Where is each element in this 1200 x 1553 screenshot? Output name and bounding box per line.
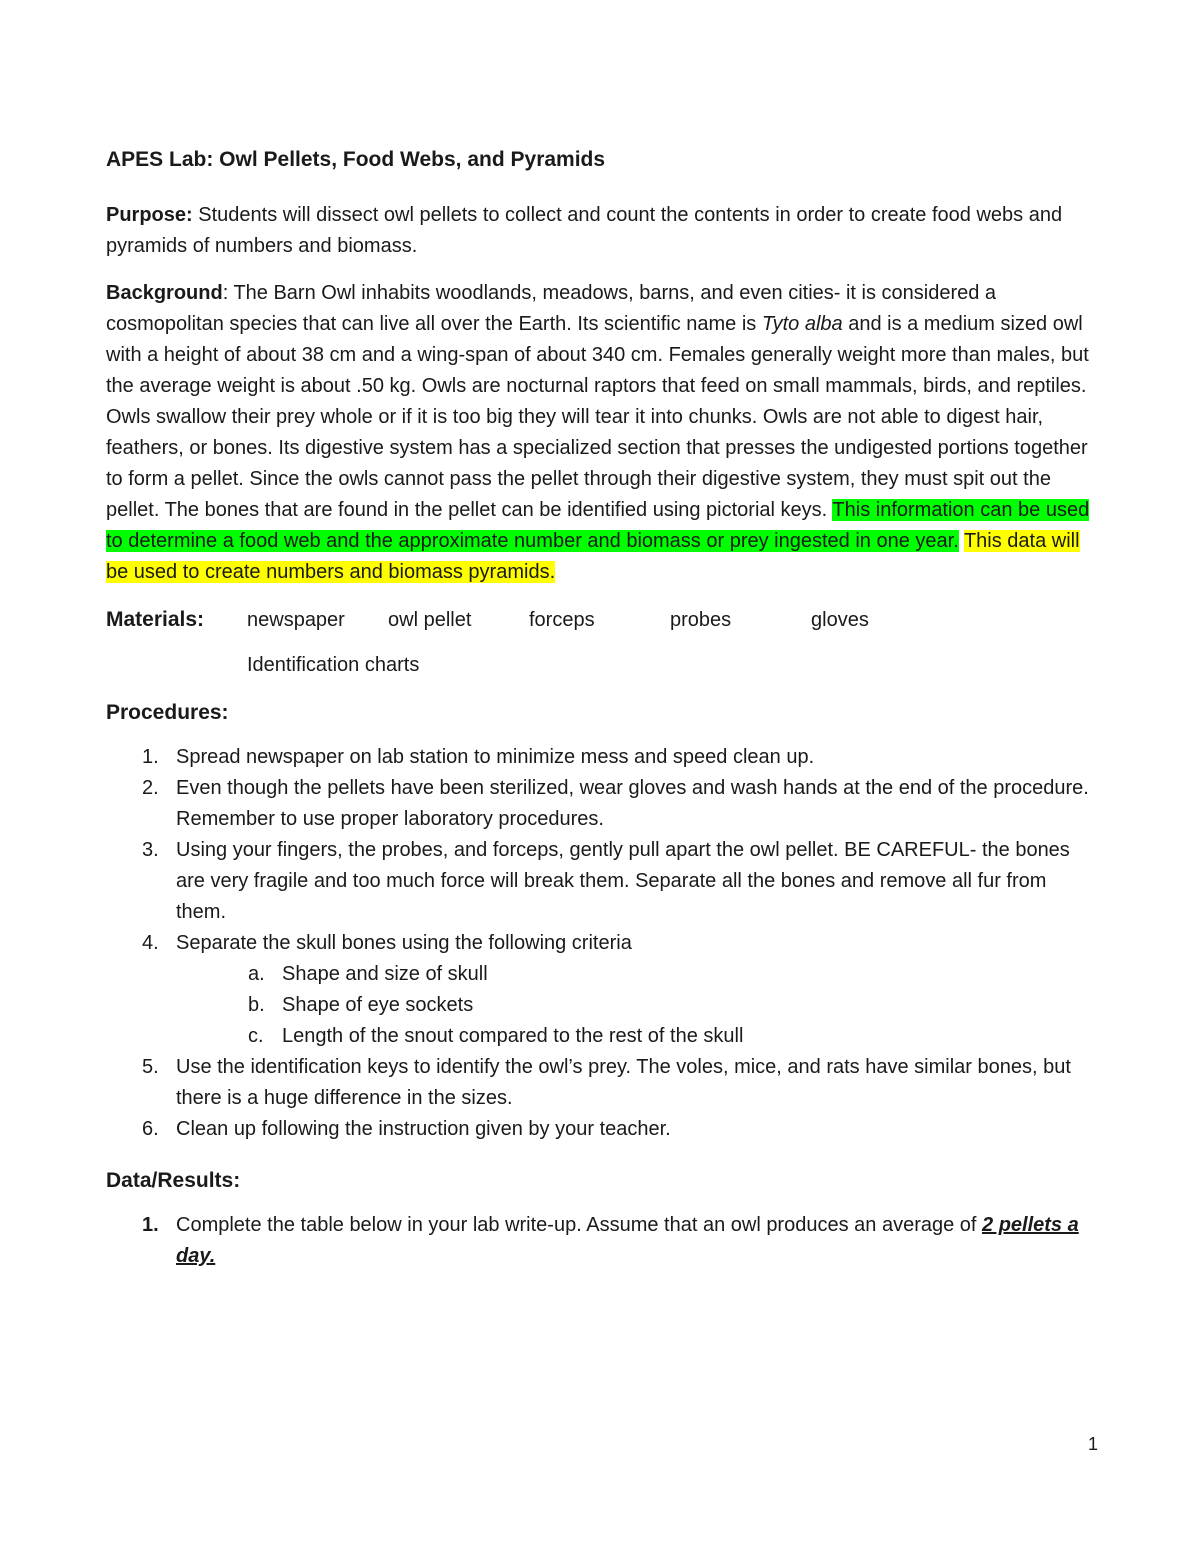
purpose-label: Purpose: [106, 204, 193, 226]
list-item [106, 742, 1096, 773]
background-paragraph [106, 278, 1096, 588]
list-number: 6. [142, 1118, 159, 1140]
list-number: a. [248, 963, 265, 985]
background-text-1: : The Barn Owl inhabits woodlands, meadows, barns, and even cities- it is considered a cosmopolitan species that can live all over the Earth. Its scientific name is [106, 282, 997, 335]
emphasis-text: 2 pellets a day. [176, 1214, 1079, 1267]
highlight-yellow-text: This data will be used to create numbers and biomass pyramids. [106, 530, 1080, 583]
document-title: APES Lab: Owl Pellets, Food Webs, and Pyramids [106, 148, 606, 171]
procedures-heading: Procedures: [106, 701, 229, 724]
data-results-heading: Data/Results: [106, 1169, 241, 1192]
material-item: newspaper [247, 609, 345, 631]
background-text-2: and is a medium sized owl with a height of about 38 cm and a wing-span of about 340 cm. Females generally weight more than males, but the average weight is about .50 kg. Owls are nocturnal raptors that feed on small mammals, birds, and reptiles. Owls swallow their prey whole or if it is too big they will tear it into chunks. Owls are not able to digest hair, feathers, or bones. Its digestive system has a specialized section that presses the undigested portions together to form a pellet. Since the owls cannot pass the pellet through their digestive system, they must spit out the pellet. The bones that are found in the pellet can be identified using pictorial keys. [106, 313, 1089, 521]
highlight-green-text: This information can be used to determine a food web and the approximate number and biomass or prey ingested in one year. [106, 499, 1090, 552]
list-item [106, 1114, 1096, 1145]
list-number: b. [248, 994, 265, 1016]
list-number: c. [248, 1025, 264, 1047]
material-item: gloves [811, 609, 869, 631]
criteria-sublist [106, 959, 1096, 1052]
procedures-list-continued [106, 1052, 1096, 1145]
list-text: Use the identification keys to identify the owl’s prey. The voles, mice, and rats have similar bones, but there is a huge difference in the sizes. [176, 1056, 1071, 1109]
list-item [106, 1210, 1096, 1272]
list-text: Separate the skull bones using the following criteria [176, 932, 632, 954]
list-item [106, 959, 1096, 990]
list-text: Complete the table below in your lab write-up. Assume that an owl produces an average of [176, 1214, 983, 1236]
list-item [106, 1021, 1096, 1052]
list-item [106, 835, 1096, 928]
list-item [106, 1052, 1096, 1114]
list-number: 4. [142, 932, 159, 954]
material-item: forceps [529, 609, 595, 631]
procedures-list [106, 742, 1096, 959]
list-text: Using your fingers, the probes, and forceps, gently pull apart the owl pellet. BE CAREFUL- the bones are very fragile and too much force will break them. Separate all the bones and remove all fur from them. [176, 839, 1070, 923]
list-text: Even though the pellets have been sterilized, wear gloves and wash hands at the end of the procedure. Remember to use proper laboratory procedures. [176, 777, 1089, 830]
list-item [106, 773, 1096, 835]
purpose-text: Students will dissect owl pellets to collect and count the contents in order to create food webs and pyramids of numbers and biomass. [106, 204, 1063, 257]
list-text: Length of the snout compared to the rest of the skull [282, 1025, 744, 1047]
page-number: 1 [1087, 1434, 1098, 1454]
list-number: 1. [142, 746, 159, 768]
list-item [106, 990, 1096, 1021]
materials-row [106, 604, 1096, 636]
list-text: Spread newspaper on lab station to minimize mess and speed clean up. [176, 746, 815, 768]
species-name: Tyto alba [761, 313, 843, 335]
materials-label: Materials: [106, 608, 205, 631]
list-number: 2. [142, 777, 159, 799]
list-text: Clean up following the instruction given by your teacher. [176, 1118, 671, 1140]
document-content [106, 140, 1096, 1272]
list-number: 1. [142, 1214, 159, 1236]
data-results-list [106, 1210, 1096, 1272]
list-text: Shape and size of skull [282, 963, 488, 985]
list-item [106, 928, 1096, 959]
material-item: owl pellet [388, 609, 472, 631]
material-item: probes [670, 609, 732, 631]
background-label: Background [106, 282, 223, 304]
material-item: Identification charts [247, 654, 420, 676]
list-number: 5. [142, 1056, 159, 1078]
list-number: 3. [142, 839, 159, 861]
purpose-paragraph [106, 200, 1096, 262]
list-text: Shape of eye sockets [282, 994, 474, 1016]
